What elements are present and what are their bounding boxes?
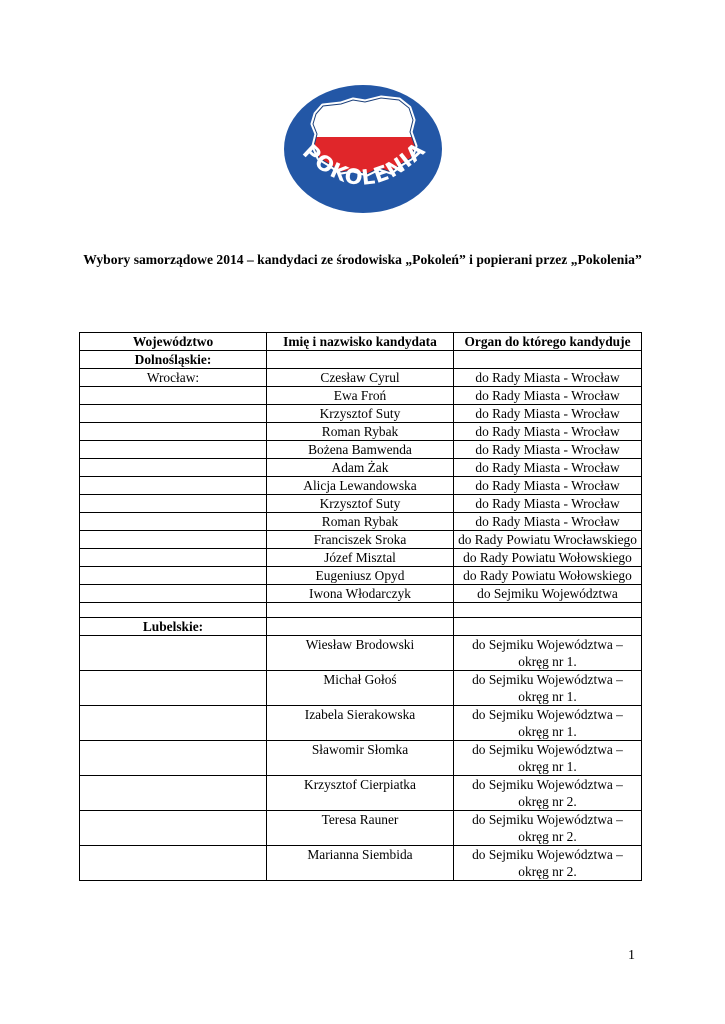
city-cell [80,459,267,477]
city-cell [80,706,267,741]
organ-cell [454,603,642,618]
table-row [80,636,642,671]
table-row [80,585,642,603]
organ-cell: do Rady Powiatu Wołowskiego [454,567,642,585]
city-cell [80,741,267,776]
organ-cell: do Rady Miasta - Wrocław [454,459,642,477]
city-cell [80,585,267,603]
city-cell [80,423,267,441]
city-cell [80,567,267,585]
table-header-row [80,333,642,351]
candidate-name-cell: Bożena Bamwenda [267,441,454,459]
city-cell [80,603,267,618]
column-header-organ: Organ do którego kandyduje [454,333,642,351]
organ-cell: do Rady Miasta - Wrocław [454,477,642,495]
table-row [80,459,642,477]
organ-cell: do Sejmiku Województwa – okręg nr 2. [454,846,642,881]
table-row [80,741,642,776]
table-row [80,441,642,459]
organ-cell: do Rady Miasta - Wrocław [454,513,642,531]
table-row [80,706,642,741]
table-row [80,603,642,618]
organ-cell: do Rady Miasta - Wrocław [454,423,642,441]
organ-cell: do Sejmiku Województwa – okręg nr 1. [454,671,642,706]
candidate-name-cell: Krzysztof Suty [267,405,454,423]
city-cell [80,495,267,513]
organ-cell [454,618,642,636]
organ-cell: do Sejmiku Województwa – okręg nr 2. [454,776,642,811]
candidate-name-cell: Sławomir Słomka [267,741,454,776]
candidate-name-cell: Adam Żak [267,459,454,477]
candidate-name-cell [267,351,454,369]
page-number: 1 [628,948,635,963]
city-cell [80,477,267,495]
candidate-name-cell: Czesław Cyrul [267,369,454,387]
table-row [80,423,642,441]
city-cell [80,387,267,405]
organ-cell: do Rady Miasta - Wrocław [454,405,642,423]
city-cell [80,549,267,567]
table-row [80,495,642,513]
table-row [80,513,642,531]
candidate-name-cell: Alicja Lewandowska [267,477,454,495]
table-row [80,549,642,567]
city-cell [80,636,267,671]
city-cell [80,671,267,706]
table-row [80,405,642,423]
table-row [80,618,642,636]
candidate-name-cell: Józef Misztal [267,549,454,567]
organ-cell: do Rady Miasta - Wrocław [454,387,642,405]
city-cell [80,513,267,531]
city-cell [80,441,267,459]
candidate-name-cell: Krzysztof Cierpiatka [267,776,454,811]
city-cell [80,776,267,811]
candidates-table [79,332,642,881]
table-row [80,671,642,706]
organ-cell: do Rady Miasta - Wrocław [454,495,642,513]
pokolenia-logo [283,84,443,214]
region-cell: Lubelskie: [80,618,267,636]
city-cell [80,846,267,881]
candidate-name-cell: Teresa Rauner [267,811,454,846]
table-row [80,846,642,881]
logo-text: POKOLENIA [297,137,431,191]
table-row [80,369,642,387]
candidate-name-cell [267,603,454,618]
candidate-name-cell: Wiesław Brodowski [267,636,454,671]
city-cell: Wrocław: [80,369,267,387]
table-row [80,531,642,549]
city-cell [80,405,267,423]
candidate-name-cell: Franciszek Sroka [267,531,454,549]
city-cell [80,531,267,549]
table-row [80,351,642,369]
organ-cell: do Sejmiku Województwa – okręg nr 1. [454,706,642,741]
candidate-name-cell: Ewa Froń [267,387,454,405]
candidate-name-cell: Eugeniusz Opyd [267,567,454,585]
organ-cell: do Sejmiku Województwa [454,585,642,603]
table-row [80,387,642,405]
region-cell: Dolnośląskie: [80,351,267,369]
table-row [80,477,642,495]
candidate-name-cell [267,618,454,636]
table-row [80,811,642,846]
city-cell [80,811,267,846]
organ-cell: do Sejmiku Województwa – okręg nr 1. [454,741,642,776]
candidate-name-cell: Michał Gołoś [267,671,454,706]
organ-cell [454,351,642,369]
table-row [80,776,642,811]
organ-cell: do Rady Powiatu Wołowskiego [454,549,642,567]
organ-cell: do Rady Powiatu Wrocławskiego [454,531,642,549]
candidate-name-cell: Krzysztof Suty [267,495,454,513]
document-title: Wybory samorządowe 2014 – kandydaci ze środowiska „Pokoleń” i popierani przez „Pokolenia” [83,252,642,267]
organ-cell: do Rady Miasta - Wrocław [454,369,642,387]
organ-cell: do Sejmiku Województwa – okręg nr 1. [454,636,642,671]
candidate-name-cell: Roman Rybak [267,423,454,441]
column-header-region: Województwo [80,333,267,351]
table-row [80,567,642,585]
organ-cell: do Sejmiku Województwa – okręg nr 2. [454,811,642,846]
organ-cell: do Rady Miasta - Wrocław [454,441,642,459]
candidate-name-cell: Izabela Sierakowska [267,706,454,741]
candidate-name-cell: Marianna Siembida [267,846,454,881]
candidate-name-cell: Iwona Włodarczyk [267,585,454,603]
candidate-name-cell: Roman Rybak [267,513,454,531]
column-header-name: Imię i nazwisko kandydata [267,333,454,351]
